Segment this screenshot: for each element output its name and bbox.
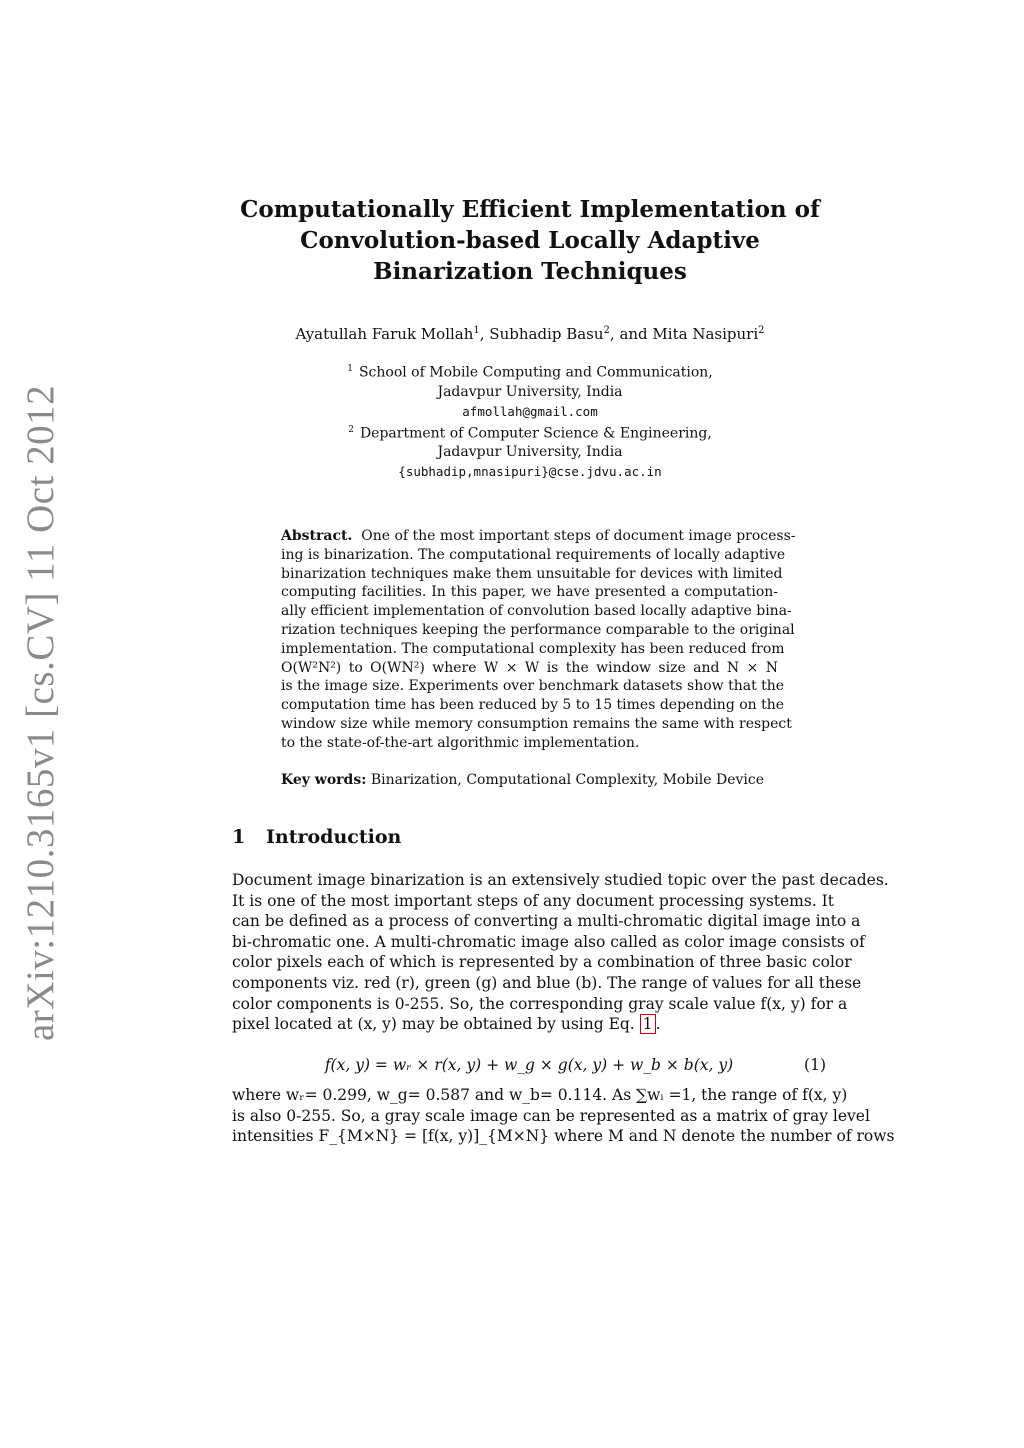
abstract-line: ing is binarization. The computational requirements of locally adaptive <box>281 546 786 563</box>
keywords-label: Key words: <box>281 772 367 788</box>
body-line: color pixels each of which is represented by a combination of three basic color <box>232 953 852 972</box>
body-line: where wᵣ= 0.299, w_g= 0.587 and w_b= 0.114. As ∑wᵢ =1, the range of f(x, y) <box>232 1086 848 1104</box>
body-line: bi-chromatic one. A multi-chromatic image also called as color image consists of <box>232 932 865 951</box>
abstract-line: computing facilities. In this paper, we have presented a computation- <box>281 584 778 601</box>
body-line: pixel located at (x, y) may be obtained by using Eq. 1 . <box>232 1015 661 1034</box>
abstract-line: binarization techniques make them unsuitable for devices with limited <box>281 565 783 582</box>
abstract-line: O(W²N²) to O(WN²) where W × W is the window size and N × N <box>281 659 778 676</box>
author-name: , Subhadip Basu <box>479 325 604 343</box>
body-line: Document image binarization is an extensively studied topic over the past decades. <box>232 871 889 889</box>
affiliation-text: Department of Computer Science & Engineering, <box>359 425 712 442</box>
affiliation-marker: 2 <box>348 424 354 435</box>
email-address: afmollah@gmail.com <box>462 403 598 419</box>
abstract <box>281 527 796 753</box>
equation-expression: f(x, y) = wᵣ × r(x, y) + w_g × g(x, y) + w_b × b(x, y) <box>324 1056 734 1074</box>
affiliations <box>240 360 820 481</box>
arxiv-identifier-stamp: arXiv:1210.3165v1 [cs.CV] 11 Oct 2012 <box>19 384 62 1041</box>
body-line: can be defined as a process of converting a multi-chromatic digital image into a <box>232 912 861 931</box>
body-line: intensities F_{M×N} = [f(x, y)]_{M×N} where M and N denote the number of rows <box>232 1127 895 1146</box>
keywords <box>281 771 778 790</box>
body-line: components viz. red (r), green (g) and blue (b). The range of values for all these <box>232 973 862 992</box>
body-line: color components is 0-255. So, the corresponding gray scale value f(x, y) for a <box>232 994 848 1013</box>
section-title: Introduction <box>266 826 402 848</box>
affiliation-marker: 1 <box>347 364 353 374</box>
author-affil-marker: 2 <box>758 325 765 336</box>
author-name: Ayatullah Faruk Mollah <box>295 325 474 343</box>
equation-1 <box>232 1054 826 1076</box>
introduction-paragraph <box>232 870 889 1035</box>
affiliation-text: School of Mobile Computing and Communication, <box>358 364 713 381</box>
title-line: Computationally Efficient Implementation of <box>240 196 820 223</box>
section-heading <box>232 824 401 850</box>
title-line: Convolution-based Locally Adaptive <box>300 227 760 254</box>
author-name: , and Mita Nasipuri <box>609 325 759 343</box>
abstract-line: computation time has been reduced by 5 to 15 times depending on the <box>281 697 785 714</box>
affiliation-line: Jadavpur University, India <box>437 383 623 400</box>
author-affil-marker: 1 <box>473 325 480 336</box>
email-address: {subhadip,mnasipuri}@cse.jdvu.ac.in <box>398 464 662 480</box>
section-number: 1 <box>232 826 246 848</box>
keywords-text: Binarization, Computational Complexity, Mobile Device <box>370 772 765 788</box>
body-line: It is one of the most important steps of any document processing systems. It <box>232 891 835 910</box>
author-affil-marker: 2 <box>603 325 610 336</box>
abstract-line: is the image size. Experiments over benchmark datasets show that the <box>281 678 785 695</box>
abstract-line: window size while memory consumption remains the same with respect <box>281 715 792 732</box>
abstract-line: to the state-of-the-art algorithmic implementation. <box>281 734 640 751</box>
affiliation-line <box>240 421 820 444</box>
author-list <box>180 320 880 345</box>
abstract-line: rization techniques keeping the performance comparable to the original <box>281 621 795 638</box>
abstract-line <box>281 527 796 546</box>
paper-title <box>200 194 860 287</box>
abstract-line: implementation. The computational complexity has been reduced from <box>281 640 785 657</box>
title-line: Binarization Techniques <box>373 258 687 285</box>
abstract-text: One of the most important steps of document image process- <box>361 528 796 544</box>
body-line: is also 0-255. So, a gray scale image can be represented as a matrix of gray level <box>232 1106 870 1125</box>
post-equation-paragraph <box>232 1085 895 1147</box>
equation-reference-link[interactable]: 1 <box>640 1014 656 1034</box>
affiliation-line <box>240 360 820 383</box>
abstract-label: Abstract. <box>281 528 353 544</box>
abstract-line: ally efficient implementation of convolution based locally adaptive bina- <box>281 603 792 620</box>
equation-number: (1) <box>804 1056 826 1074</box>
affiliation-line: Jadavpur University, India <box>437 444 623 461</box>
body-text: pixel located at (x, y) may be obtained by using Eq. <box>232 1015 635 1034</box>
